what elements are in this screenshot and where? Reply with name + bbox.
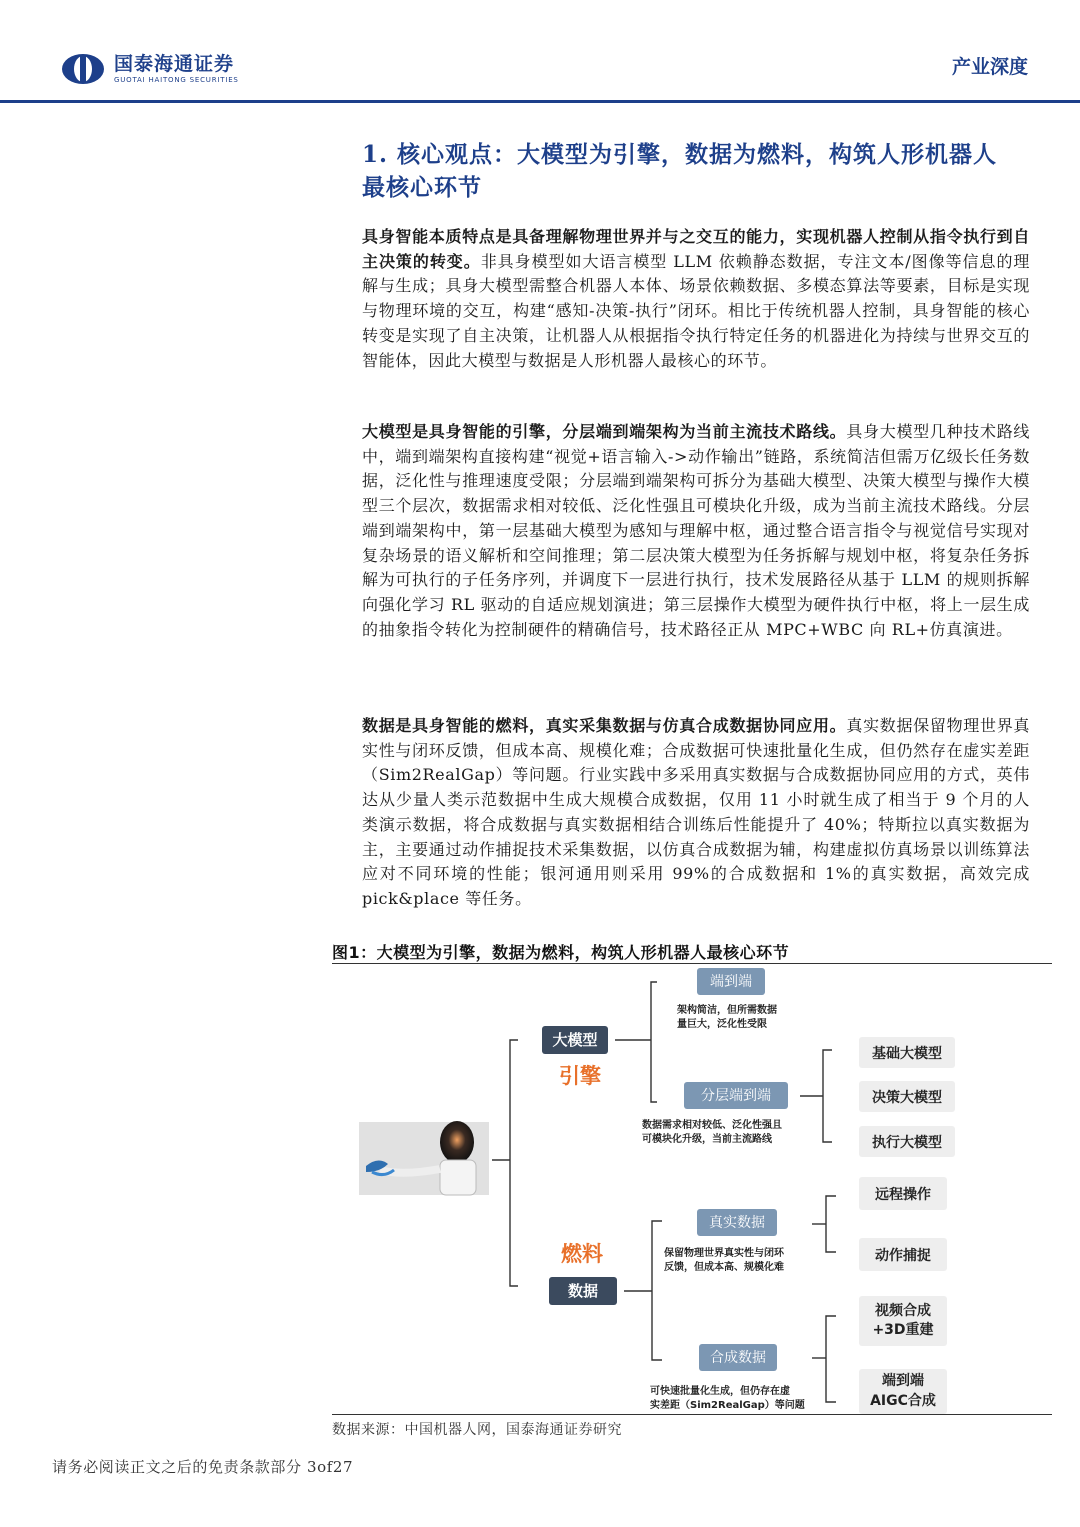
- main-bracket: [492, 1040, 518, 1286]
- paragraph-lead: 具身智能本质特点是具备理解物理世界并与之交互的能力，实现机器人控制从指令执行到自主决策的转变。: [362, 227, 1030, 271]
- engine-node: [542, 1026, 608, 1054]
- engine-role-label: 引擎: [559, 1064, 601, 1088]
- branch-end-to-end-label: 端到端: [710, 974, 752, 990]
- paragraph-embodied-intelligence: [362, 225, 1030, 373]
- branch-end-to-end: [677, 968, 777, 1030]
- engine-bracket: [615, 982, 657, 1102]
- layer-execution-label: 执行大模型: [872, 1135, 942, 1151]
- branch-layered-desc1: 数据需求相对较低、泛化性强且: [642, 1120, 782, 1131]
- method-box-teleoperation: [859, 1177, 947, 1210]
- logo-en-text: GUOTAI HAITONG SECURITIES: [114, 76, 239, 84]
- layered-bracket: [800, 1050, 832, 1142]
- logo-mark-icon: [60, 52, 106, 86]
- figure-diagram: [332, 964, 1052, 1414]
- paragraph-lead: 大模型是具身智能的引擎，分层端到端架构为当前主流技术路线。: [362, 422, 847, 441]
- branch-synthetic-data-desc1: 可快速批量化生成，但仍存在虚: [650, 1386, 790, 1397]
- method-video-synthesis-line2: +3D重建: [872, 1322, 934, 1338]
- section-title-line1: 1. 核心观点：大模型为引擎，数据为燃料，构筑人形机器人: [362, 141, 998, 168]
- paragraph-data-fuel: [362, 714, 1030, 912]
- header-divider: [0, 100, 1080, 103]
- logo-cn-text: 国泰海通证券: [114, 53, 235, 75]
- section-title-line2: 最核心环节: [362, 174, 482, 201]
- paragraph-body: 非具身模型如大语言模型 LLM 依赖静态数据，专注文本/图像等信息的理解与生成；具身大模型需整合机器人本体、场景依赖数据、多模态算法等要素，目标是实现与物理环境的交互，构建“感知-决策-执行”闭环。相比于传统机器人控制，具身智能的核心转变是实现了自主决策，让机器人从根据指令执行特定任务的机器进化为持续与世界交互的智能体，因此大模型与数据是人形机器人最核心的环节。: [362, 251, 1031, 370]
- layer-box-foundation: [859, 1037, 955, 1068]
- report-type-label: 产业深度: [951, 56, 1028, 78]
- method-aigc-line1: 端到端: [882, 1373, 924, 1389]
- footer-disclaimer: 请务必阅读正文之后的免责条款部分 3of27: [52, 1458, 354, 1476]
- page-header: [0, 0, 1080, 104]
- branch-real-data-desc1: 保留物理世界真实性与闭环: [664, 1248, 784, 1259]
- branch-real-data-label: 真实数据: [709, 1215, 765, 1231]
- engine-node-label: 大模型: [552, 1031, 598, 1049]
- method-box-aigc: [859, 1369, 947, 1414]
- real-data-bracket: [812, 1196, 836, 1252]
- section-title: [362, 138, 1042, 204]
- layer-box-execution: [859, 1126, 955, 1157]
- fuel-bracket: [624, 1221, 662, 1360]
- layer-decision-label: 决策大模型: [872, 1090, 942, 1106]
- branch-real-data-desc2: 反馈，但成本高、规模化难: [664, 1262, 784, 1273]
- branch-layered: [642, 1082, 788, 1145]
- paragraph-body: 真实数据保留物理世界真实性与闭环反馈，但成本高、规模化难；合成数据可快速批量化生成，但仍然存在虚实差距（Sim2RealGap）等问题。行业实践中多采用真实数据与合成数据协同应用的方式，英伟达从少量人类示范数据中生成大规模合成数据，仅用 11 小时就生成了相当于 9 个月的人类演示数据，将合成数据与真实数据相结合训练后性能提升了 40%；特斯拉以真实数据为主，主要通过动作捕捉技术采集数据，以仿真合成数据为辅，构建虚拟仿真场景以训练算法应对不同环境的性能；银河通用则采用 99%的合成数据和 1%的真实数据，高效完成 pick&place 等任务。: [362, 716, 1030, 908]
- company-logo: [60, 52, 239, 86]
- branch-layered-label: 分层端到端: [701, 1088, 771, 1104]
- fuel-role-label: 燃料: [561, 1242, 603, 1266]
- method-box-motion-capture: [859, 1238, 947, 1271]
- layer-box-decision: [859, 1081, 955, 1112]
- branch-synthetic-data-desc2: 实差距（Sim2RealGap）等问题: [650, 1400, 805, 1411]
- method-box-video-synthesis: [859, 1296, 947, 1346]
- robot-image: [359, 1121, 489, 1195]
- branch-synthetic-data-label: 合成数据: [710, 1350, 766, 1366]
- branch-synthetic-data: [650, 1344, 805, 1411]
- method-teleoperation-label: 远程操作: [875, 1187, 931, 1203]
- figure-bottom-rule: [332, 1414, 1052, 1415]
- fuel-node: [549, 1277, 617, 1305]
- branch-real-data: [663, 1209, 785, 1273]
- layer-foundation-label: 基础大模型: [872, 1046, 942, 1062]
- figure-title: 图1：大模型为引擎，数据为燃料，构筑人形机器人最核心环节: [332, 943, 790, 962]
- figure-source: 数据来源：中国机器人网，国泰海通证券研究: [332, 1422, 622, 1438]
- synthetic-data-bracket: [812, 1316, 836, 1402]
- method-motion-capture-label: 动作捕捉: [875, 1248, 931, 1264]
- paragraph-body: 具身大模型几种技术路线中，端到端架构直接构建“视觉+语言输入->动作输出”链路，系统简洁但需万亿级长任务数据，泛化性与推理速度受限；分层端到端架构可拆分为基础大模型、决策大模型与操作大模型三个层次，数据需求相对较低、泛化性强且可模块化升级，成为当前主流技术路线。分层端到端架构中，第一层基础大模型为感知与理解中枢，通过整合语言指令与视觉信号实现对复杂场景的语义解析和空间推理；第二层决策大模型为任务拆解与规划中枢，将复杂任务拆解为可执行的子任务序列，并调度下一层进行执行，技术发展路径从基于 LLM 的规则拆解向强化学习 RL 驱动的自适应规划演进；第三层操作大模型为硬件执行中枢，将上一层生成的抽象指令转化为控制硬件的精确信号，技术路径正从 MPC+WBC 向 RL+仿真演进。: [362, 422, 1030, 639]
- paragraph-large-model: [362, 420, 1030, 642]
- method-video-synthesis-line1: 视频合成: [875, 1303, 931, 1319]
- paragraph-lead: 数据是具身智能的燃料，真实采集数据与仿真合成数据协同应用。: [362, 716, 847, 735]
- branch-end-to-end-desc1: 架构简洁，但所需数据: [677, 1005, 777, 1016]
- method-aigc-line2: AIGC合成: [870, 1393, 936, 1409]
- branch-layered-desc2: 可模块化升级，当前主流路线: [642, 1134, 772, 1145]
- fuel-node-label: 数据: [567, 1282, 599, 1300]
- branch-end-to-end-desc2: 量巨大，泛化性受限: [677, 1019, 767, 1030]
